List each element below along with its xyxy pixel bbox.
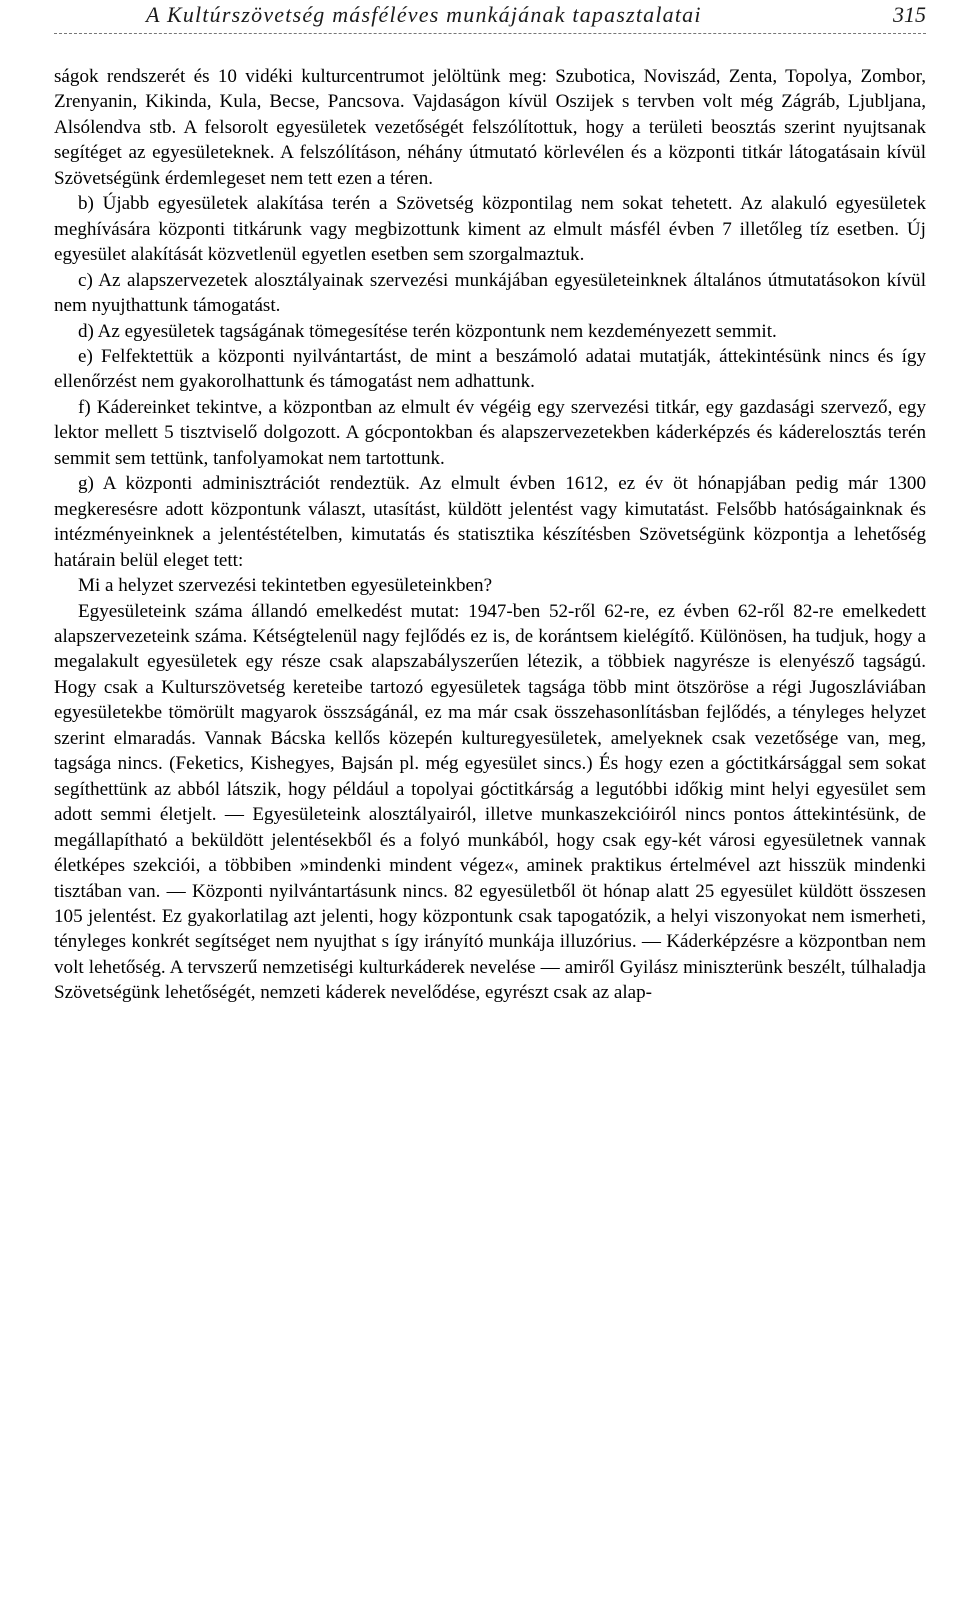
paragraph-d: d) Az egyesületek tagságának tömegesítése terén központunk nem kezdeményezett semmit.: [78, 320, 777, 342]
page-number: 315: [893, 2, 926, 27]
paragraph-c: c) Az alapszervezetek alosztályainak szervezési munkájában egyesületeinknek általános útmutatásokon kívül nem nyujthattunk támogatást.: [54, 269, 926, 317]
paragraph-g: g) A központi adminisztrációt rendeztük. Az elmult évben 1612, ez év öt hónapjában pedig már 1300 megkeresésre adott központunk választ, utasítást, küldött jelentést vagy kimutatást. Felsőbb hatóságainknak és intézményeinknek a jelentéstételben, kimutatás és statisztika készítésben Szövetségünk központja a lehetőség határain belül eleget tett:: [54, 473, 926, 571]
running-title: A Kultúrszövetség másféléves munkájának tapasztalatai: [146, 2, 702, 27]
section-question: Mi a helyzet szervezési tekintetben egyesületeinkben?: [78, 575, 493, 597]
running-header: [54, 2, 926, 32]
paragraph-egyesuleteink: Egyesületeink száma állandó emelkedést mutat: 1947-ben 52-ről 62-re, ez évben 62-ről 82-re emelkedett alapszervezeteink száma. Kétségtelenül nagy fejlődés ez is, de korántsem kielégítő. Különösen, ha tudjuk, hogy a megalakult egyesületek egy része csak alapszabályszerűen létezik, a többiek nagyrésze is elenyésző tagságú. Hogy csak a Kulturszövetség kereteibe tartozó egyesületek tagsága több mint ötszöröse a régi Jugoszláviában egyesületekbe tömörült magyarok összságánál, ez ma már csak összehasonlításban fejlődés, a tényleges helyzet szerint elmaradás. Vannak Bácska kellős közepén kulturegyesületek, amelyeknek csak vezetősége van, meg, tagsága nincs. (Feketics, Kishegyes, Bajsán pl. még egyesület sincs.) És hogy ezen a góctitkársággal sem sokat segíthettünk az abból látszik, hogy például a topolyai góctitkárság a legutóbbi időkig mint helyi egyesület sem adott semmi életjelt. — Egyesületeink alosztályairól, illetve munkaszekcióiról nincs pontos áttekintésünk, de megállapítható a beküldött jelentésekből és a folyó munkából, hogy csak egy-két városi egyesületnek vannak életképes szekciói, a többiben »mindenki mindent végez«, aminek praktikus értelmével azt hisszük mindenki tisztában van. — Központi nyilvántartásunk nincs. 82 egyesületből öt hónap alatt 25 egyesület küldött összesen 105 jelentést. Ez gyakorlatilag azt jelenti, hogy központunk csak tapogatózik, a helyi viszonyokat nem ismerheti, tényleges konkrét segítséget nem nyujthat s így irányító munkája illuzórius. — Káderképzésre a központban nem volt lehetőség. A tervszerű nemzetiségi kulturkáderek nevelése — amiről Gyilász miniszterünk beszélt, túlhaladja Szövetségünk lehetőségét, nemzeti káderek nevelődése, egyrészt csak az alap-: [54, 600, 926, 1004]
header-divider: [54, 33, 926, 34]
paragraph-b: b) Újabb egyesületek alakítása terén a Szövetség központilag nem sokat tehetett. Az alakuló egyesületek meghívására központi titkárunk vagy megbizottunk kiment az elmult másfél évben 7 illetőleg tíz esetben. Új egyesület alakítását közvetlenül egyetlen esetben sem szorgalmaztuk.: [54, 193, 926, 266]
paragraph-f: f) Kádereinket tekintve, a központban az elmult év végéig egy szervezési titkár, egy gazdasági szervező, egy lektor mellett 5 tisztviselő dolgozott. A gócpontokban és alapszervezetekben káderképzés és káderelosztás terén semmit sem tettünk, tanfolyamokat nem tartottunk.: [54, 396, 926, 469]
body-text: [54, 64, 926, 1006]
paragraph-continuation: ságok rendszerét és 10 vidéki kulturcentrumot jelöltünk meg: Szubotica, Noviszád, Zenta, Topolya, Zombor, Zrenyanin, Kikinda, Kula, Becse, Pancsova. Vajdaságon kívül Oszijek s tervben volt még Zágráb, Ljubljana, Alsólendva stb. A felsorolt egyesületek vezetőségét felszólítottuk, hogy a területi beosztás szerint nyujtsanak segítéget az egyesületeknek. A felszólításon, néhány útmutató körlevélen és a központi titkár látogatásain kívül Szövetségünk érdemlegeset nem tett ezen a téren.: [54, 66, 926, 189]
paragraph-e: e) Felfektettük a központi nyilvántartást, de mint a beszámoló adatai mutatják, áttekintésünk nincs és így ellenőrzést nem gyakorolhattunk és támogatást nem adhattunk.: [54, 345, 926, 393]
